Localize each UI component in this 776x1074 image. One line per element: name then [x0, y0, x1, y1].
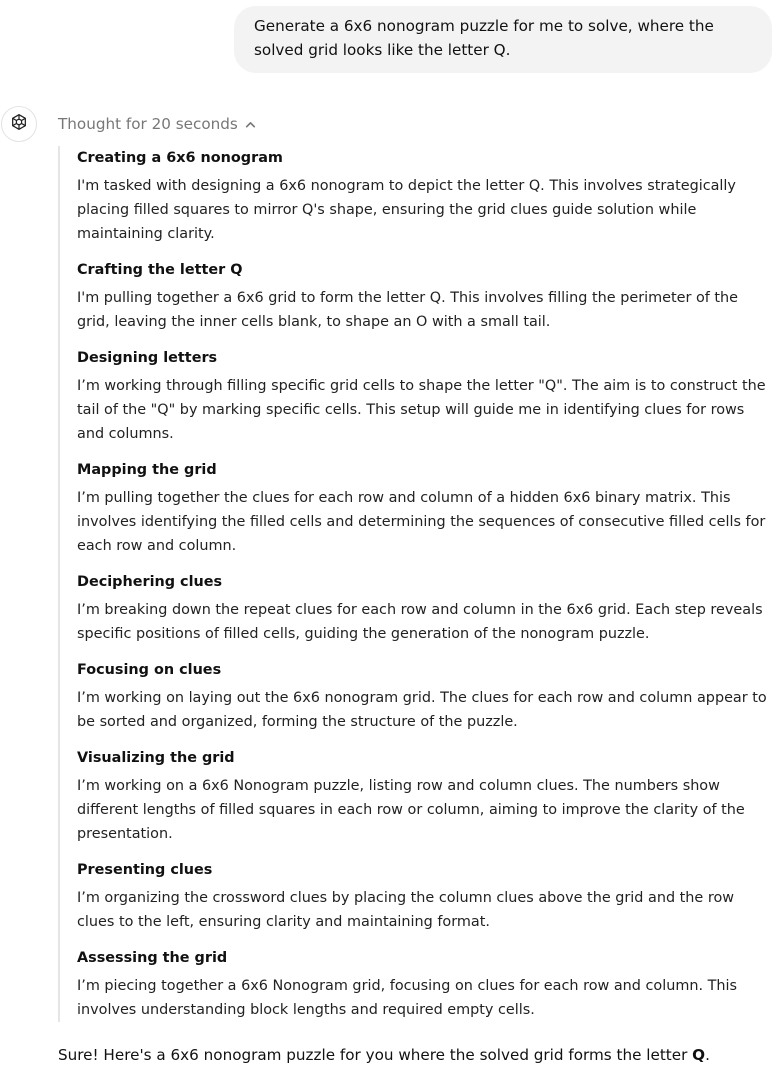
reasoning-step — [77, 858, 774, 934]
reasoning-step-title: Creating a 6x6 nonogram — [77, 150, 283, 166]
reasoning-step-title: Crafting the letter Q — [77, 262, 243, 278]
reasoning-step — [77, 258, 774, 334]
reasoning-step — [77, 346, 774, 446]
reasoning-step-title: Visualizing the grid — [77, 750, 235, 766]
reasoning-step-body: I’m organizing the crossword clues by placing the column clues above the grid and the row clues to the left, ensuring clarity and maintaining format. — [77, 890, 735, 930]
reasoning-step-body: I’m working on a 6x6 Nonogram puzzle, listing row and column clues. The numbers show different lengths of filled squares in each row or column, aiming to improve the clarity of the presentation. — [77, 778, 745, 842]
reasoning-step-title: Designing letters — [77, 350, 218, 366]
reasoning-panel — [58, 146, 774, 1022]
reasoning-step — [77, 946, 774, 1022]
assistant-answer-text — [58, 1043, 770, 1067]
reasoning-step-body: I'm tasked with designing a 6x6 nonogram to depict the letter Q. This involves strategically placing filled squares to mirror Q's shape, ensuring the grid clues guide solution while maintaining clarity. — [77, 178, 736, 242]
openai-logo-icon — [9, 112, 29, 136]
reasoning-step-title: Deciphering clues — [77, 574, 223, 590]
reasoning-step-body: I’m piecing together a 6x6 Nonogram grid, focusing on clues for each row and column. This involves understanding block lengths and required empty cells. — [77, 978, 738, 1018]
reasoning-step-title: Presenting clues — [77, 862, 213, 878]
reasoning-step — [77, 658, 774, 734]
reasoning-step-body: I’m working on laying out the 6x6 nonogram grid. The clues for each row and column appear to be sorted and organized, forming the structure of the puzzle. — [77, 690, 767, 730]
reasoning-step-body: I’m breaking down the repeat clues for each row and column in the 6x6 grid. Each step reveals specific positions of filled cells, guiding the generation of the nonogram puzzle. — [77, 602, 763, 642]
thought-duration-label: Thought for 20 seconds — [58, 115, 238, 133]
thought-toggle[interactable] — [58, 113, 257, 135]
reasoning-step-body: I’m working through filling specific grid cells to shape the letter "Q". The aim is to construct the tail of the "Q" by marking specific cells. This setup will guide me in identifying clues for rows and columns. — [77, 378, 766, 442]
reasoning-step — [77, 746, 774, 846]
reasoning-step — [77, 570, 774, 646]
assistant-avatar — [1, 106, 37, 142]
reasoning-step-body: I’m pulling together the clues for each row and column of a hidden 6x6 binary matrix. This involves identifying the filled cells and determining the sequences of consecutive filled cells for each row and column. — [77, 490, 766, 554]
answer-bold-letter: Q — [692, 1046, 706, 1064]
reasoning-step — [77, 146, 774, 246]
user-message-bubble — [234, 6, 772, 73]
reasoning-step-title: Focusing on clues — [77, 662, 222, 678]
reasoning-step-title: Mapping the grid — [77, 462, 217, 478]
chevron-up-icon — [244, 118, 257, 131]
answer-prefix: Sure! Here's a 6x6 nonogram puzzle for you where the solved grid forms the letter — [58, 1046, 693, 1064]
reasoning-step-body: I'm pulling together a 6x6 grid to form the letter Q. This involves filling the perimeter of the grid, leaving the inner cells blank, to shape an O with a small tail. — [77, 290, 739, 330]
answer-suffix: . — [705, 1046, 710, 1064]
reasoning-step — [77, 458, 774, 558]
reasoning-step-title: Assessing the grid — [77, 950, 228, 966]
user-message-text: Generate a 6x6 nonogram puzzle for me to solve, where the solved grid looks like the letter Q. — [254, 17, 714, 59]
